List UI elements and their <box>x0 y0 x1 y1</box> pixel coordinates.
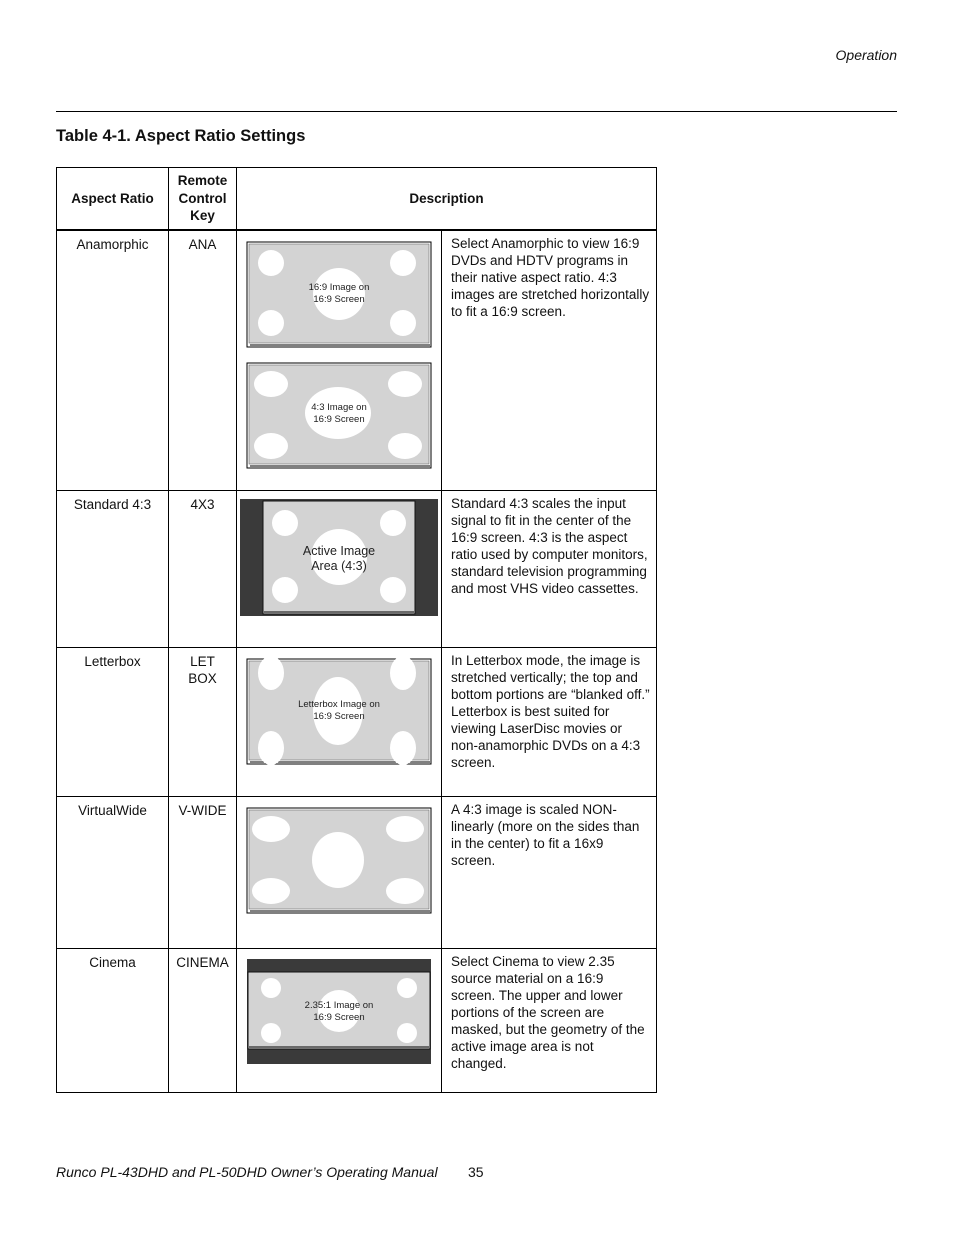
footer-manual-title: Runco PL-43DHD and PL-50DHD Owner’s Operating Manual <box>56 1164 438 1180</box>
image-label <box>246 402 432 426</box>
aspect-name: VirtualWide <box>57 797 169 949</box>
illustration-cell <box>237 491 442 648</box>
aspect-name: Cinema <box>57 949 169 1093</box>
remote-key-line: BOX <box>188 671 217 686</box>
image-label-line: 16:9 Screen <box>313 413 365 425</box>
standard-4x3-illustration <box>240 499 438 616</box>
remote-key: 4X3 <box>169 491 237 648</box>
virtualwide-illustration <box>246 807 432 914</box>
running-header: Operation <box>835 47 897 63</box>
description: In Letterbox mode, the image is stretched vertically; the top and bottom portions are “blanked off.” Letterbox is best suited for viewing LaserDisc movies or non-anamorphic DVDs on a 4:3 screen. <box>442 648 657 797</box>
image-label-line: 4:3 Image on <box>311 401 367 413</box>
table-row <box>57 491 657 648</box>
illustration-cell <box>237 949 442 1093</box>
image-label-line: 16:9 Screen <box>313 293 365 305</box>
cinema-illustration <box>247 959 431 1064</box>
anamorphic-16x9-illustration <box>246 241 432 348</box>
image-label-line: Active Image <box>302 544 376 558</box>
aspect-name: Letterbox <box>57 648 169 797</box>
anamorphic-4x3-illustration <box>246 362 432 469</box>
image-label-line: 16:9 Screen <box>313 711 365 722</box>
image-label-line: 16:9 Image on <box>308 281 370 293</box>
image-label <box>246 282 432 306</box>
remote-key: ANA <box>169 230 237 491</box>
illustration-cell <box>237 648 442 797</box>
description: A 4:3 image is scaled NON-linearly (more on the sides than in the center) to fit a 16x9 screen. <box>442 797 657 949</box>
description: Select Anamorphic to view 16:9 DVDs and HDTV programs in their native aspect ratio. 4:3 images are stretched horizontally to fit a 16:9 screen. <box>442 230 657 491</box>
header-rule <box>56 111 897 112</box>
column-header-remote-key-text: Remote Control Key <box>177 173 228 223</box>
table-row <box>57 797 657 949</box>
aspect-name: Standard 4:3 <box>57 491 169 648</box>
table-row <box>57 949 657 1093</box>
aspect-ratio-table <box>56 167 657 1093</box>
column-header-remote-key <box>169 168 237 230</box>
image-label-line: 2.35:1 Image on <box>304 1000 374 1011</box>
table-row <box>57 648 657 797</box>
image-label <box>247 1000 431 1024</box>
illustration-cell <box>237 230 442 491</box>
description: Standard 4:3 scales the input signal to fit in the center of the 16:9 screen. 4:3 is the aspect ratio used by computer monitors, standard television programming and most VHS video cassettes. <box>442 491 657 648</box>
image-label-line: 16:9 Screen <box>313 1012 365 1023</box>
image-label <box>246 699 432 723</box>
aspect-name: Anamorphic <box>57 230 169 491</box>
image-label-line: Area (4:3) <box>311 559 367 573</box>
remote-key: V-WIDE <box>169 797 237 949</box>
letterbox-illustration <box>246 658 432 765</box>
image-label <box>240 544 438 574</box>
description: Select Cinema to view 2.35 source material on a 16:9 screen. The upper and lower portions of the screen are masked, but the geometry of the active image area is not changed. <box>442 949 657 1093</box>
table-header-row <box>57 168 657 230</box>
image-label-line: Letterbox Image on <box>298 699 380 710</box>
table-title: Table 4-1. Aspect Ratio Settings <box>56 127 306 145</box>
illustration-cell <box>237 797 442 949</box>
remote-key-line: LET <box>190 654 215 669</box>
column-header-aspect-ratio: Aspect Ratio <box>57 168 169 230</box>
screen-graphic <box>246 807 432 914</box>
page-number: 35 <box>468 1164 484 1180</box>
remote-key <box>169 648 237 797</box>
remote-key: CINEMA <box>169 949 237 1093</box>
column-header-description: Description <box>237 168 657 230</box>
table-row <box>57 230 657 491</box>
